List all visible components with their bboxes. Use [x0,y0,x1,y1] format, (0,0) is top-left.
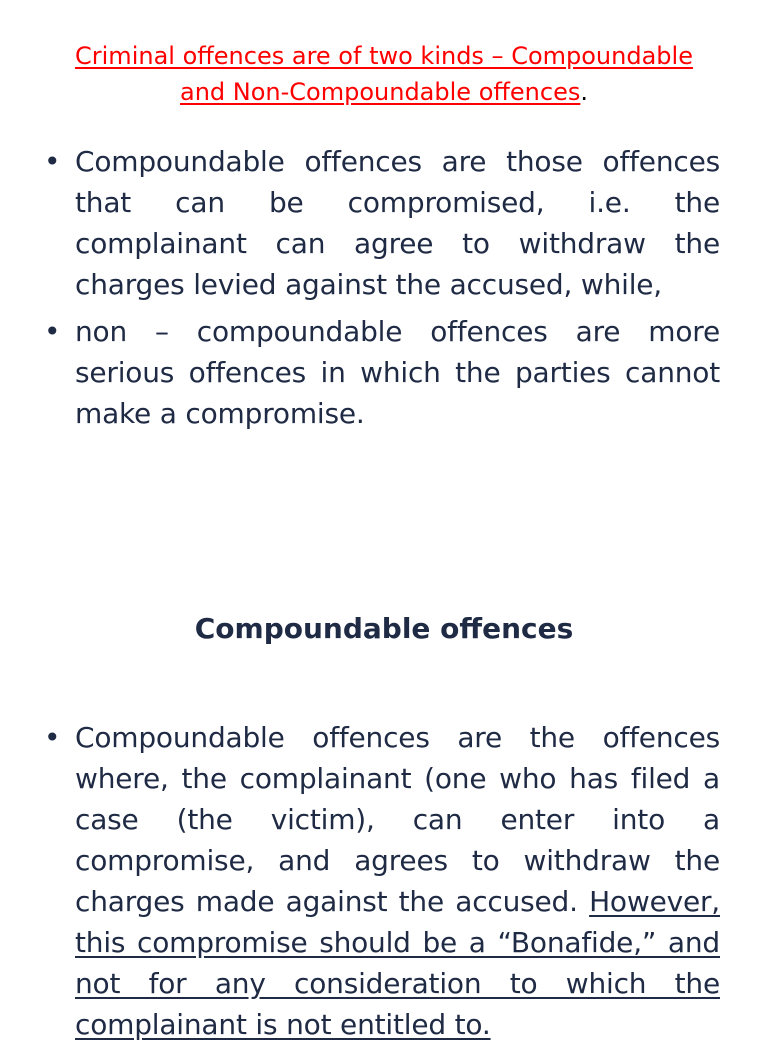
bullet-underlined-text: However, this compromise should be a “Bonafide,” and not for any consideration to which the complainant is not entitled to. [75,885,720,1041]
bullet-icon: • [44,145,61,178]
slide-title [50,38,718,110]
bullet-text: Compoundable offences are the offences where, the complainant (one who has filed a case (the victim), can enter into a compromise, and agrees to withdraw the charges made against the accused. [75,721,720,918]
bullet-text: non – compoundable offences are more serious offences in which the parties cannot make a compromise. [75,315,720,430]
title-period: . [580,78,588,106]
title-link-text[interactable]: Criminal offences are of two kinds – Compoundable and Non-Compoundable offences [75,42,693,106]
bullet-icon: • [44,315,61,348]
list-item [44,141,720,305]
bullet-text: Compoundable offences are those offences that can be compromised, i.e. the complainant can agree to withdraw the charges levied against the accused, while, [75,145,720,301]
bullet-icon: • [44,721,61,754]
top-bullet-list [44,141,720,434]
list-item [44,311,720,434]
list-item [44,717,720,1045]
bottom-bullet-list [44,717,720,1045]
section-heading: Compoundable offences [194,612,574,645]
